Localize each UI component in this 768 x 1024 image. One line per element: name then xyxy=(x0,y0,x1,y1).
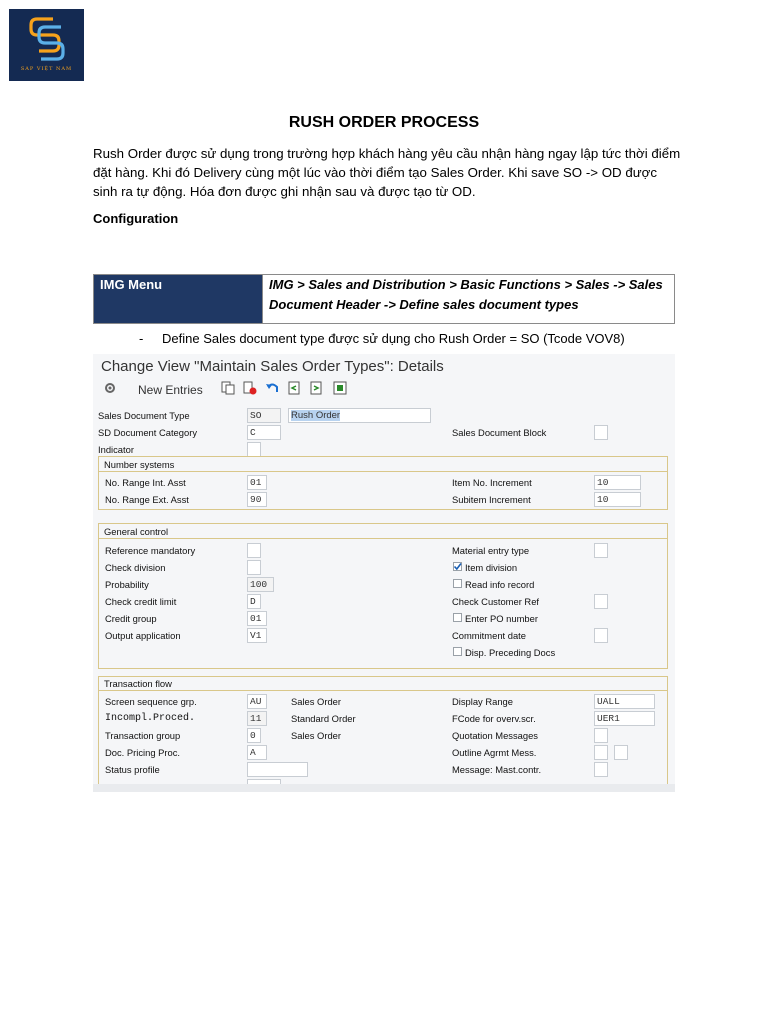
screen-crop-edge xyxy=(93,784,675,792)
probability-label: Probability xyxy=(105,579,149,590)
sales-doc-block-field[interactable] xyxy=(594,425,608,440)
outline-agrmt-label: Outline Agrmt Mess. xyxy=(452,747,537,758)
status-profile-label: Status profile xyxy=(105,764,160,775)
message-mast-label: Message: Mast.contr. xyxy=(452,764,542,775)
quotation-msg-field[interactable] xyxy=(594,728,608,743)
subitem-incr-label: Subitem Increment xyxy=(452,494,531,505)
general-control-title: General control xyxy=(104,526,169,537)
check-division-label: Check division xyxy=(105,562,166,573)
status-profile-field[interactable] xyxy=(247,762,308,777)
check-credit-field[interactable]: D xyxy=(247,594,261,609)
display-range-label: Display Range xyxy=(452,696,513,707)
material-entry-type-label: Material entry type xyxy=(452,545,530,556)
check-customer-ref-label: Check Customer Ref xyxy=(452,596,540,607)
sd-doc-category-field[interactable]: C xyxy=(247,425,281,440)
incompl-proced-desc: Standard Order xyxy=(291,713,356,724)
read-info-record-label: Read info record xyxy=(465,579,535,590)
output-app-label: Output application xyxy=(105,630,181,641)
item-division-label: Item division xyxy=(465,562,518,573)
delete-icon[interactable] xyxy=(243,381,257,395)
fcode-label: FCode for overv.scr. xyxy=(452,713,536,724)
logo-mark-icon xyxy=(25,15,69,63)
number-systems-title: Number systems xyxy=(104,459,175,470)
sap-screen xyxy=(93,354,675,792)
trans-group-label: Transaction group xyxy=(105,730,181,741)
intro-paragraph: Rush Order được sử dụng trong trường hợp khách hàng yêu cầu nhận hàng ngay lập tức thời điểm đặt hàng. Khi đó Delivery cùng một lúc vào thời điểm tạo Sales Order. Khi save SO -> OD được sinh ra tự động. Hóa đơn được ghi nhận sau và được tạo từ OD. xyxy=(93,146,681,199)
item-incr-label: Item No. Increment xyxy=(452,477,532,488)
incompl-proced-field[interactable]: 11 xyxy=(247,711,267,726)
display-range-field[interactable]: UALL xyxy=(594,694,655,709)
sales-doc-block-label: Sales Document Block xyxy=(452,427,547,438)
undo-icon[interactable] xyxy=(265,381,279,395)
transaction-flow-group xyxy=(98,676,668,792)
sap-screen-title: Change View "Maintain Sales Order Types": Details xyxy=(101,358,444,375)
doc-pricing-field[interactable]: A xyxy=(247,745,267,760)
new-entries-button[interactable]: New Entries xyxy=(138,383,203,397)
logo-brand-text: SAP VIỆT NAM xyxy=(20,66,73,72)
transaction-flow-divider xyxy=(98,690,668,691)
transaction-flow-title: Transaction flow xyxy=(104,678,172,689)
sd-doc-category-label: SD Document Category xyxy=(98,427,198,438)
number-systems-divider xyxy=(98,471,668,472)
credit-group-label: Credit group xyxy=(105,613,157,624)
disp-preceding-docs-checkbox[interactable] xyxy=(453,647,462,656)
nr-int-field[interactable]: 01 xyxy=(247,475,267,490)
trans-group-desc: Sales Order xyxy=(291,730,342,741)
incompl-proced-label: Incompl.Proced. xyxy=(105,713,196,724)
doc-pricing-label: Doc. Pricing Proc. xyxy=(105,747,181,758)
fcode-field[interactable]: UER1 xyxy=(594,711,655,726)
screen-seq-field[interactable]: AU xyxy=(247,694,267,709)
previous-entry-icon[interactable] xyxy=(287,381,301,395)
sales-doc-type-description-field[interactable] xyxy=(288,408,431,423)
img-menu-path: IMG > Sales and Distribution > Basic Functions > Sales -> Sales Document Header -> Define sales document types xyxy=(262,275,674,323)
reference-mandatory-field[interactable] xyxy=(247,543,261,558)
next-entry-icon[interactable] xyxy=(309,381,323,395)
bullet-text: Define Sales document type được sử dụng cho Rush Order = SO (Tcode VOV8) xyxy=(162,331,625,346)
message-mast-field[interactable] xyxy=(594,762,608,777)
commitment-date-label: Commitment date xyxy=(452,630,526,641)
disp-preceding-docs-label: Disp. Preceding Docs xyxy=(465,647,556,658)
sales-doc-type-description: Rush Order xyxy=(291,410,341,421)
sales-doc-type-field[interactable]: SO xyxy=(247,408,281,423)
company-logo xyxy=(9,9,84,81)
transport-icon[interactable] xyxy=(333,381,347,395)
img-menu-label: IMG Menu xyxy=(94,275,262,323)
nr-ext-field[interactable]: 90 xyxy=(247,492,267,507)
outline-agrmt-field-2[interactable] xyxy=(614,745,628,760)
check-division-field[interactable] xyxy=(247,560,261,575)
item-incr-field[interactable]: 10 xyxy=(594,475,641,490)
indicator-label: Indicator xyxy=(98,444,134,455)
check-credit-label: Check credit limit xyxy=(105,596,177,607)
copy-icon[interactable] xyxy=(221,381,235,395)
configuration-heading: Configuration xyxy=(93,211,179,226)
read-info-record-checkbox[interactable] xyxy=(453,579,462,588)
item-division-checkbox[interactable] xyxy=(453,562,462,571)
bullet-dash: - xyxy=(139,331,144,346)
trans-group-field[interactable]: 0 xyxy=(247,728,261,743)
enter-po-number-label: Enter PO number xyxy=(465,613,538,624)
screen-seq-desc: Sales Order xyxy=(291,696,342,707)
subitem-incr-field[interactable]: 10 xyxy=(594,492,641,507)
sales-doc-type-label: Sales Document Type xyxy=(98,410,190,421)
document-title: RUSH ORDER PROCESS xyxy=(288,114,480,131)
check-customer-ref-field[interactable] xyxy=(594,594,608,609)
screen-seq-label: Screen sequence grp. xyxy=(105,696,197,707)
img-menu-table xyxy=(93,274,675,324)
checkmark-icon xyxy=(453,562,462,571)
probability-field[interactable]: 100 xyxy=(247,577,274,592)
nr-int-label: No. Range Int. Asst xyxy=(105,477,186,488)
quotation-msg-label: Quotation Messages xyxy=(452,730,538,741)
output-app-field[interactable]: V1 xyxy=(247,628,267,643)
credit-group-field[interactable]: 01 xyxy=(247,611,267,626)
material-entry-type-field[interactable] xyxy=(594,543,608,558)
commitment-date-field[interactable] xyxy=(594,628,608,643)
indicator-field[interactable] xyxy=(247,442,261,457)
enter-po-number-checkbox[interactable] xyxy=(453,613,462,622)
outline-agrmt-field[interactable] xyxy=(594,745,608,760)
general-control-divider xyxy=(98,538,668,539)
display-change-icon[interactable] xyxy=(103,381,117,395)
reference-mandatory-label: Reference mandatory xyxy=(105,545,196,556)
nr-ext-label: No. Range Ext. Asst xyxy=(105,494,189,505)
